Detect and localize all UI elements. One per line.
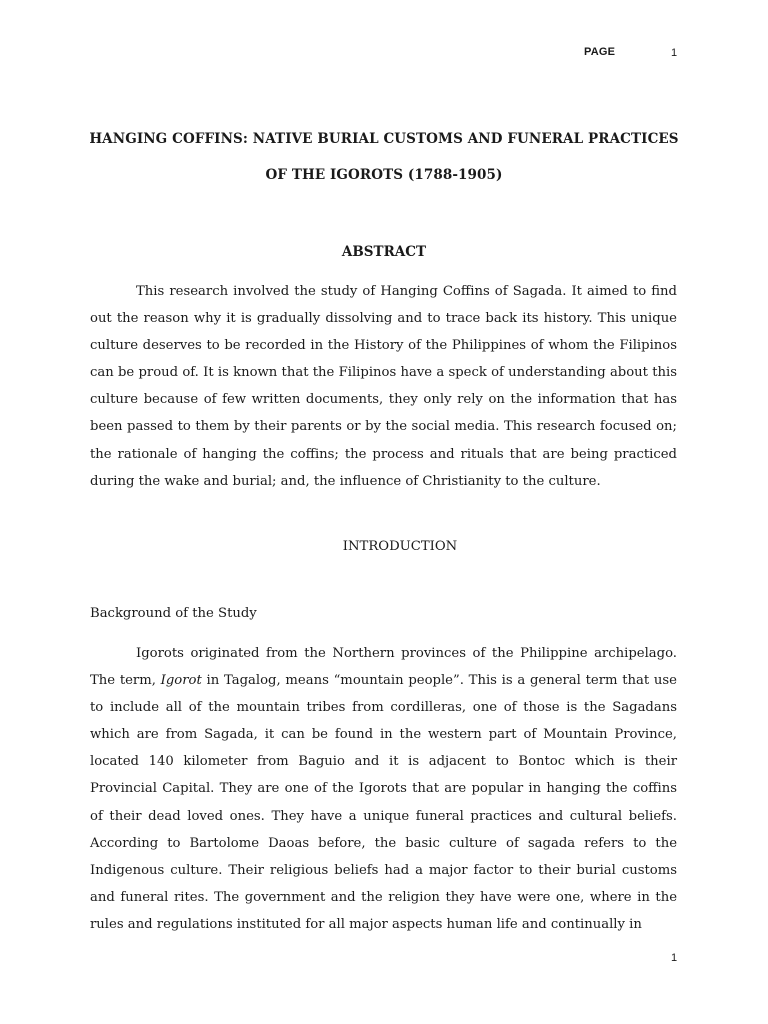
introduction-paragraph xyxy=(90,640,677,938)
intro-text-start: Igorots originated from the Northern provinces of the Philippine archipelago. The term, xyxy=(90,646,677,689)
header-page-label: PAGE xyxy=(584,46,616,58)
intro-italic-term: Igorot xyxy=(160,673,202,689)
abstract-paragraph: This research involved the study of Hanging Coffins of Sagada. It aimed to find out the reason why it is gradually dissolving and to trace back its history. This unique culture deserves to be recorded in the History of the Philippines of whom the Filipinos can be proud of. It is known that the Filipinos have a speck of understanding about this culture because of few written documents, they only rely on the information that has been passed to them by their parents or by the social media. This research focused on; the rationale of hanging the coffins; the process and rituals that are being practiced during the wake and burial; and, the influence of Christianity to the culture. xyxy=(90,284,677,489)
document-title-line-2: OF THE IGOROTS (1788-1905) xyxy=(265,167,503,183)
abstract-body xyxy=(90,278,677,495)
background-subheading: Background of the Study xyxy=(90,606,257,621)
introduction-heading: INTRODUCTION xyxy=(342,539,458,554)
intro-text-rest: in Tagalog, means “mountain people”. This is a general term that use to include all of the mountain tribes from cordilleras, one of those is the Sagadans which are from Sagada, it can be found in the western part of Mountain Province, located 140 kilometer from Baguio and it is adjacent to Bontoc which is their Provincial Capital. They are one of the Igorots that are popular in hanging the coffins of their dead loved ones. They have a unique funeral practices and cultural beliefs. According to Bartolome Daoas before, the basic culture of sagada refers to the Indigenous culture. Their religious beliefs had a major factor to their burial customs and funeral rites. The government and the religion they have were one, where in the rules and regulations instituted for all major aspects human life and continually in xyxy=(90,673,677,932)
abstract-heading: ABSTRACT xyxy=(341,244,427,260)
header-page-number: 1 xyxy=(671,47,678,59)
footer-page-number: 1 xyxy=(671,952,678,964)
document-title-line-1: HANGING COFFINS: NATIVE BURIAL CUSTOMS AND FUNERAL PRACTICES xyxy=(89,131,679,147)
introduction-body xyxy=(90,640,677,938)
